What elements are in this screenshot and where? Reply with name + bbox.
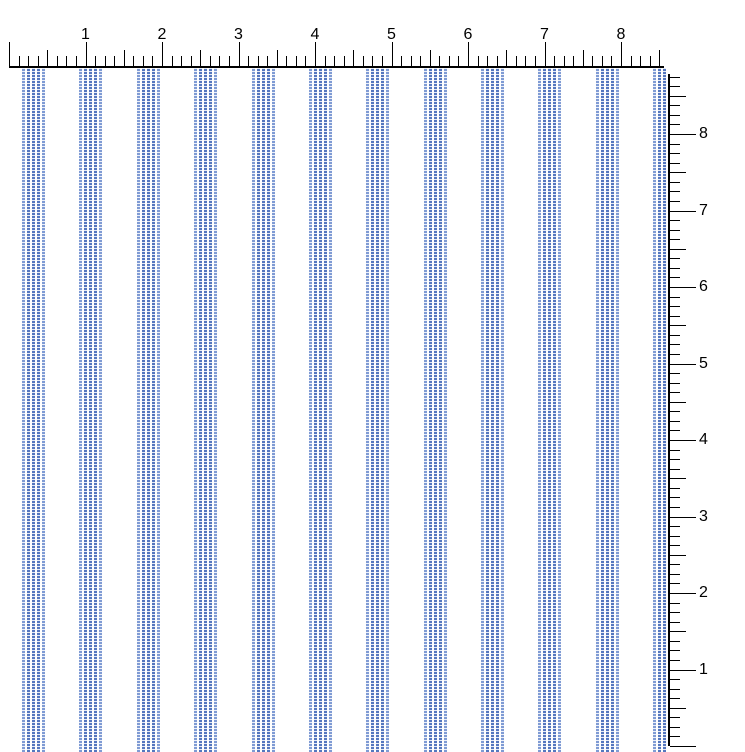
ruler-tick — [670, 144, 680, 145]
ruler-tick — [670, 373, 680, 374]
ruler-tick — [468, 42, 469, 66]
stripe-line — [209, 68, 212, 752]
ruler-tick — [38, 56, 39, 66]
ruler-label-7: 7 — [699, 201, 708, 219]
stripe-line — [214, 68, 217, 752]
stripe-line — [27, 68, 30, 752]
stripe-line — [257, 68, 260, 752]
ruler-label-4: 4 — [699, 431, 708, 448]
horizontal-ruler-baseline — [9, 66, 664, 68]
ruler-tick — [248, 56, 249, 66]
ruler-tick — [57, 56, 58, 66]
ruler-tick — [670, 134, 696, 135]
ruler-tick — [670, 689, 680, 690]
stripe-line — [329, 68, 332, 752]
ruler-tick — [420, 56, 421, 66]
stripe-line — [548, 68, 551, 752]
ruler-tick — [670, 421, 680, 422]
ruler-tick — [315, 42, 316, 66]
stripe-group — [366, 68, 390, 752]
ruler-tick — [439, 56, 440, 66]
ruler-tick — [277, 50, 278, 66]
stripe-group — [653, 68, 667, 752]
stripe-line — [84, 68, 87, 752]
stripe-line — [37, 68, 40, 752]
stripe-line — [444, 68, 447, 752]
ruler-tick — [621, 42, 622, 66]
stripe-line — [262, 68, 265, 752]
stripe-line — [491, 68, 494, 752]
stripe-line — [89, 68, 92, 752]
ruler-tick — [372, 56, 373, 66]
vertical-ruler-baseline — [668, 74, 670, 746]
ruler-tick — [670, 660, 680, 661]
ruler-tick — [670, 631, 686, 632]
stripe-line — [32, 68, 35, 752]
ruler-tick — [670, 727, 680, 728]
ruler-tick — [124, 50, 125, 66]
stripe-line — [496, 68, 499, 752]
stripe-group — [22, 68, 46, 752]
ruler-tick — [670, 230, 680, 231]
ruler-tick — [670, 746, 696, 747]
ruler-tick — [670, 211, 696, 212]
ruler-tick — [28, 56, 29, 66]
ruler-tick — [200, 50, 201, 66]
ruler-tick — [670, 392, 680, 393]
stripe-line — [558, 68, 561, 752]
ruler-tick — [670, 383, 680, 384]
ruler-label-1: 1 — [81, 26, 90, 43]
ruler-label-6: 6 — [699, 278, 708, 295]
ruler-tick — [143, 56, 144, 66]
ruler-tick — [363, 56, 364, 66]
ruler-tick — [670, 402, 686, 403]
ruler-tick — [670, 115, 680, 116]
stripe-group — [481, 68, 505, 752]
ruler-tick — [506, 50, 507, 66]
ruler-tick — [95, 56, 96, 66]
ruler-tick — [670, 86, 680, 87]
ruler-tick — [239, 42, 240, 66]
stripe-line — [663, 68, 666, 752]
ruler-tick — [487, 56, 488, 66]
ruler-tick — [305, 56, 306, 66]
ruler-tick — [670, 545, 680, 546]
ruler-label-1: 1 — [699, 660, 708, 678]
ruler-tick — [670, 201, 680, 202]
fabric-swatch — [0, 68, 667, 752]
ruler-tick — [430, 50, 431, 66]
ruler-tick — [573, 56, 574, 66]
ruler-label-5: 5 — [699, 354, 708, 372]
ruler-tick — [670, 411, 680, 412]
ruler-label-4: 4 — [310, 26, 320, 43]
stripe-line — [543, 68, 546, 752]
ruler-tick — [670, 583, 680, 584]
stripe-line — [434, 68, 437, 752]
ruler-tick — [670, 287, 696, 288]
ruler-tick — [210, 56, 211, 66]
stripe-group — [309, 68, 333, 752]
ruler-tick — [670, 335, 680, 336]
stripe-group — [252, 68, 276, 752]
ruler-tick — [152, 56, 153, 66]
ruler-tick — [334, 56, 335, 66]
ruler-tick — [162, 42, 163, 66]
ruler-tick — [670, 507, 680, 508]
ruler-tick — [670, 641, 680, 642]
ruler-tick — [191, 56, 192, 66]
stripe-line — [152, 68, 155, 752]
stripe-line — [658, 68, 661, 752]
ruler-tick — [670, 555, 686, 556]
ruler-tick — [296, 56, 297, 66]
ruler-tick — [670, 622, 680, 623]
ruler-tick — [478, 56, 479, 66]
ruler-tick — [458, 56, 459, 66]
stripe-line — [314, 68, 317, 752]
ruler-tick — [172, 56, 173, 66]
ruler-tick — [267, 56, 268, 66]
stripe-line — [538, 68, 541, 752]
stripe-line — [199, 68, 202, 752]
ruler-tick — [670, 239, 680, 240]
ruler-tick — [525, 56, 526, 66]
ruler-tick — [670, 163, 680, 164]
stripe-line — [267, 68, 270, 752]
stripe-line — [272, 68, 275, 752]
ruler-tick — [554, 56, 555, 66]
ruler-tick — [670, 698, 680, 699]
ruler-tick — [535, 56, 536, 66]
stripe-line — [252, 68, 255, 752]
stripe-line — [424, 68, 427, 752]
ruler-tick — [670, 536, 680, 537]
ruler-tick — [105, 56, 106, 66]
ruler-tick — [9, 42, 10, 66]
ruler-tick — [670, 344, 680, 345]
ruler-tick — [659, 50, 660, 66]
ruler-tick — [650, 56, 651, 66]
ruler-tick — [564, 56, 565, 66]
stripe-group — [194, 68, 218, 752]
stripe-line — [486, 68, 489, 752]
stripe-line — [501, 68, 504, 752]
stripe-line — [366, 68, 369, 752]
ruler-tick — [670, 153, 680, 154]
ruler-tick — [670, 459, 680, 460]
stripe-line — [319, 68, 322, 752]
stripe-line — [157, 68, 160, 752]
ruler-tick — [47, 50, 48, 66]
stripe-line — [79, 68, 82, 752]
stripe-line — [204, 68, 207, 752]
ruler-tick — [670, 316, 680, 317]
stripe-line — [99, 68, 102, 752]
ruler-tick — [583, 50, 584, 66]
stripe-line — [94, 68, 97, 752]
ruler-tick — [670, 258, 680, 259]
stripe-line — [324, 68, 327, 752]
ruler-tick — [602, 56, 603, 66]
ruler-tick — [670, 469, 680, 470]
vertical-ruler — [667, 68, 745, 752]
stripe-line — [376, 68, 379, 752]
ruler-tick — [258, 56, 259, 66]
stripe-line — [309, 68, 312, 752]
ruler-label-8: 8 — [699, 125, 708, 142]
ruler-tick — [670, 325, 686, 326]
ruler-tick — [382, 56, 383, 66]
stripe-line — [381, 68, 384, 752]
stripe-line — [653, 68, 656, 752]
stripe-line — [606, 68, 609, 752]
ruler-tick — [229, 56, 230, 66]
stripe-line — [611, 68, 614, 752]
ruler-tick — [640, 56, 641, 66]
ruler-tick — [670, 220, 680, 221]
stripe-line — [147, 68, 150, 752]
ruler-tick — [670, 564, 680, 565]
ruler-tick — [670, 364, 696, 365]
ruler-tick — [670, 497, 680, 498]
ruler-tick — [325, 56, 326, 66]
ruler-tick — [670, 593, 696, 594]
ruler-tick — [670, 306, 680, 307]
ruler-tick — [670, 670, 696, 671]
stripe-line — [137, 68, 140, 752]
stripe-line — [439, 68, 442, 752]
ruler-tick — [631, 56, 632, 66]
ruler-tick — [592, 56, 593, 66]
ruler-tick — [670, 249, 686, 250]
ruler-tick — [670, 268, 680, 269]
ruler-label-2: 2 — [699, 584, 708, 601]
ruler-label-3: 3 — [234, 26, 243, 43]
ruler-tick — [219, 56, 220, 66]
stripe-line — [371, 68, 374, 752]
stripe-line — [194, 68, 197, 752]
ruler-label-7: 7 — [540, 26, 549, 43]
ruler-tick — [516, 56, 517, 66]
ruler-tick — [670, 354, 680, 355]
ruler-tick — [449, 56, 450, 66]
ruler-tick — [670, 277, 680, 278]
ruler-tick — [670, 574, 680, 575]
ruler-tick — [344, 56, 345, 66]
ruler-tick — [19, 56, 20, 66]
stripe-group — [596, 68, 620, 752]
ruler-tick — [670, 297, 680, 298]
ruler-tick — [670, 708, 686, 709]
ruler-label-8: 8 — [616, 26, 626, 43]
ruler-tick — [133, 56, 134, 66]
ruler-tick — [670, 191, 680, 192]
ruler-label-2: 2 — [157, 26, 167, 43]
stripe-line — [553, 68, 556, 752]
ruler-tick — [401, 56, 402, 66]
ruler-tick — [76, 56, 77, 66]
ruler-tick — [670, 450, 680, 451]
ruler-tick — [66, 56, 67, 66]
ruler-tick — [670, 603, 680, 604]
ruler-tick — [670, 430, 680, 431]
stripe-group — [538, 68, 562, 752]
ruler-tick — [670, 736, 680, 737]
ruler-tick — [670, 172, 686, 173]
stripe-line — [142, 68, 145, 752]
ruler-tick — [286, 56, 287, 66]
ruler-label-3: 3 — [699, 507, 708, 525]
ruler-tick — [545, 42, 546, 66]
ruler-tick — [670, 478, 686, 479]
ruler-tick — [670, 488, 680, 489]
stripe-group — [424, 68, 448, 752]
stripe-line — [616, 68, 619, 752]
ruler-tick — [114, 56, 115, 66]
ruler-tick — [86, 42, 87, 66]
stripe-group — [79, 68, 103, 752]
ruler-tick — [670, 440, 696, 441]
ruler-tick — [353, 50, 354, 66]
ruler-tick — [670, 77, 680, 78]
stripe-line — [22, 68, 25, 752]
ruler-tick — [392, 42, 393, 66]
ruler-tick — [670, 650, 680, 651]
ruler-label-5: 5 — [387, 26, 396, 43]
ruler-tick — [670, 517, 696, 518]
ruler-tick — [670, 612, 680, 613]
ruler-tick — [670, 717, 680, 718]
ruler-tick — [411, 56, 412, 66]
ruler-tick — [181, 56, 182, 66]
ruler-label-6: 6 — [463, 26, 473, 43]
ruler-tick — [670, 124, 680, 125]
ruler-tick — [670, 105, 680, 106]
stripe-line — [42, 68, 45, 752]
stripe-group — [137, 68, 161, 752]
stripe-line — [596, 68, 599, 752]
ruler-tick — [670, 182, 680, 183]
ruler-tick — [611, 56, 612, 66]
ruler-tick — [670, 96, 686, 97]
stripe-line — [481, 68, 484, 752]
ruler-tick — [670, 526, 680, 527]
stripe-line — [429, 68, 432, 752]
horizontal-ruler — [0, 0, 667, 68]
stripe-line — [386, 68, 389, 752]
stripe-line — [601, 68, 604, 752]
ruler-tick — [497, 56, 498, 66]
ruler-tick — [670, 679, 680, 680]
